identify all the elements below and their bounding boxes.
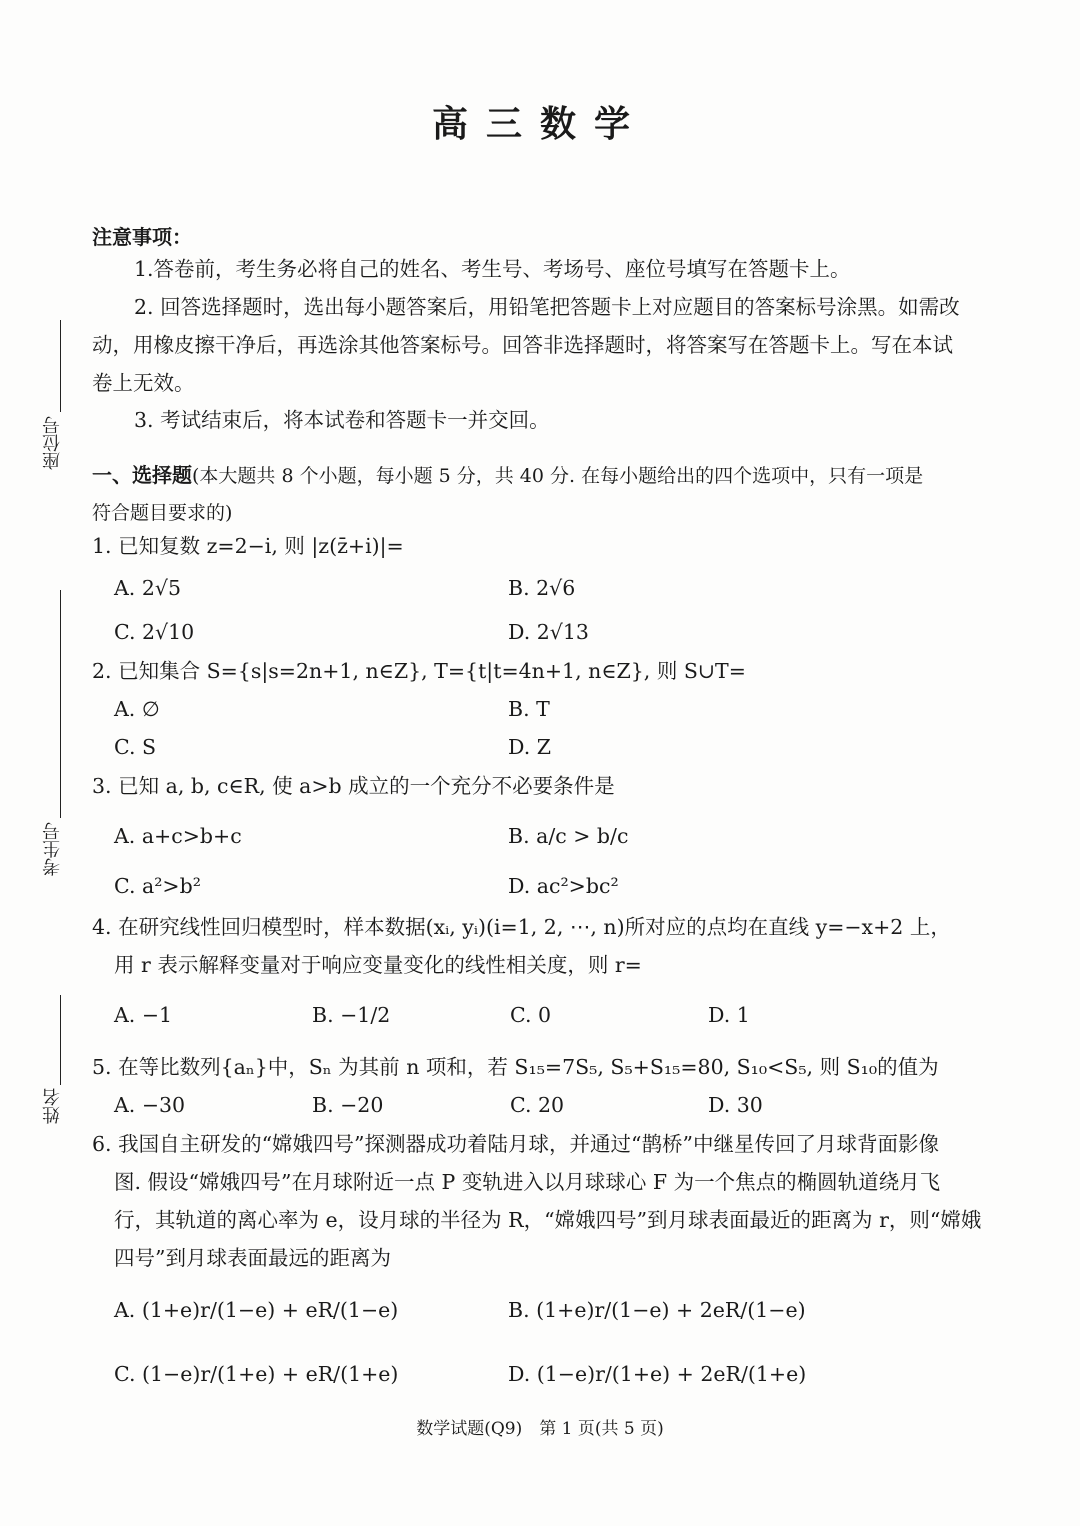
notice-item-2-line-3: 卷上无效。 <box>92 371 195 395</box>
q4-option-a: A. −1 <box>114 1003 173 1027</box>
q5-option-a: A. −30 <box>114 1093 186 1117</box>
section-1-title: 一、选择题 <box>92 463 192 487</box>
q5-stem: 5. 在等比数列{aₙ}中，Sₙ 为其前 n 项和，若 S₁₅=7S₅, S₅+S₁₅=80, S₁₀<S₅, 则 S₁₀的值为 <box>92 1055 939 1079</box>
seat-line <box>60 320 61 412</box>
q6-stem-line-2: 图. 假设“嫦娥四号”在月球附近一点 P 变轨进入以月球球心 F 为一个焦点的椭圆轨道绕月飞 <box>114 1170 941 1194</box>
q2-stem: 2. 已知集合 S={s|s=2n+1, n∈Z}, T={t|t=4n+1, n∈Z}, 则 S∪T= <box>92 659 746 683</box>
q6-option-d: D. (1−e)r/(1+e) + 2eR/(1+e) <box>508 1362 807 1386</box>
q4-stem-line-2: 用 r 表示解释变量对于响应变量变化的线性相关度，则 r= <box>114 953 642 977</box>
q2-option-c: C. S <box>114 735 157 759</box>
q6-stem-line-3: 行，其轨道的离心率为 e，设月球的半径为 R，“嫦娥四号”到月球表面最近的距离为 r，则“嫦娥 <box>114 1208 982 1232</box>
q6-option-c: C. (1−e)r/(1+e) + eR/(1+e) <box>114 1362 399 1386</box>
section-1-desc-2: 符合题目要求的) <box>92 502 233 524</box>
q6-option-a: A. (1+e)r/(1−e) + eR/(1−e) <box>114 1298 399 1322</box>
exam-no-line <box>60 590 61 818</box>
seat-label: 座位号 <box>42 416 63 470</box>
name-label: 姓名 <box>42 1088 63 1124</box>
q4-option-d: D. 1 <box>708 1003 750 1027</box>
notice-item-1: 1.答卷前，考生务必将自己的姓名、考生号、考场号、座位号填写在答题卡上。 <box>134 257 851 281</box>
page-title: 高三数学 <box>431 103 648 145</box>
q1-option-c: C. 2√10 <box>114 620 195 644</box>
section-1-desc: (本大题共 8 个小题，每小题 5 分，共 40 分. 在每小题给出的四个选项中，只有一项是 <box>192 465 924 487</box>
q1-option-d: D. 2√13 <box>508 620 589 644</box>
q3-option-d: D. ac²>bc² <box>508 874 619 898</box>
q4-stem-line-1: 4. 在研究线性回归模型时，样本数据(xᵢ, yᵢ)(i=1, 2, ⋯, n)所对应的点均在直线 y=−x+2 上， <box>92 915 951 939</box>
q1-option-a: A. 2√5 <box>114 576 181 600</box>
exam-no-label: 考生号 <box>42 822 63 876</box>
name-line <box>60 995 61 1085</box>
q4-option-c: C. 0 <box>510 1003 552 1027</box>
q6-option-b: B. (1+e)r/(1−e) + 2eR/(1−e) <box>508 1298 806 1322</box>
notice-item-2-line-1: 2. 回答选择题时，选出每小题答案后，用铅笔把答题卡上对应题目的答案标号涂黑。如需改 <box>134 295 960 319</box>
q5-option-d: D. 30 <box>708 1093 763 1117</box>
notice-item-2-line-2: 动，用橡皮擦干净后，再选涂其他答案标号。回答非选择题时，将答案写在答题卡上。写在本试 <box>92 333 953 357</box>
q3-option-a: A. a+c>b+c <box>114 824 242 848</box>
q2-option-a: A. ∅ <box>114 697 160 721</box>
q6-stem-line-4: 四号”到月球表面最远的距离为 <box>114 1246 391 1270</box>
q4-option-b: B. −1/2 <box>312 1003 391 1027</box>
q5-option-b: B. −20 <box>312 1093 384 1117</box>
q6-stem-line-1: 6. 我国自主研发的“嫦娥四号”探测器成功着陆月球，并通过“鹊桥”中继星传回了月球背面影像 <box>92 1132 939 1156</box>
q1-option-b: B. 2√6 <box>508 576 576 600</box>
notice-item-3: 3. 考试结束后，将本试卷和答题卡一并交回。 <box>134 408 550 432</box>
q2-option-b: B. T <box>508 697 550 721</box>
q3-option-c: C. a²>b² <box>114 874 201 898</box>
q3-stem: 3. 已知 a, b, c∈R, 使 a>b 成立的一个充分不必要条件是 <box>92 774 615 798</box>
q3-option-b: B. a/c > b/c <box>508 824 629 848</box>
page-footer: 数学试题(Q9) 第 1 页(共 5 页) <box>416 1419 664 1439</box>
q1-stem: 1. 已知复数 z=2−i, 则 |z(z̄+i)|= <box>92 534 404 558</box>
q5-option-c: C. 20 <box>510 1093 565 1117</box>
section-1-heading-line <box>92 459 923 488</box>
notice-heading: 注意事项： <box>92 225 192 249</box>
q2-option-d: D. Z <box>508 735 551 759</box>
